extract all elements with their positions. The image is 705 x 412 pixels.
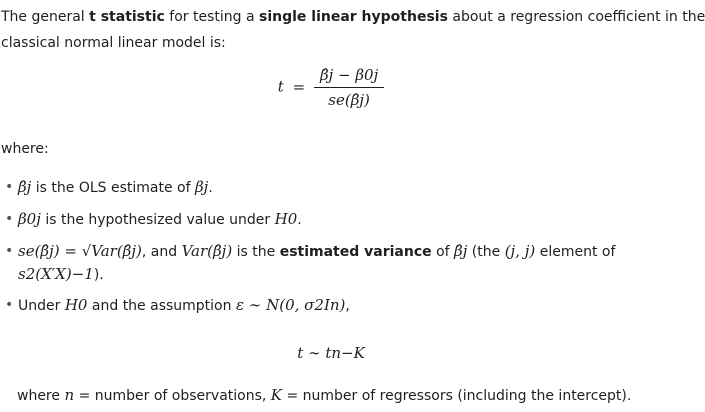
list-continuation bbox=[18, 263, 660, 286]
bullet-icon: • bbox=[5, 297, 14, 313]
math-inline: βj bbox=[195, 178, 209, 196]
intro-text: about a regression coefficient in the bbox=[447, 9, 705, 25]
footer-text: = number of regressors (including the intercept). bbox=[282, 388, 632, 404]
bullet-icon: • bbox=[5, 243, 14, 259]
list-text: ). bbox=[93, 267, 104, 283]
equation-fraction bbox=[314, 66, 384, 109]
math-inline: (j, j) bbox=[504, 242, 536, 260]
bullet-icon: • bbox=[5, 211, 14, 227]
equation-lhs: t bbox=[277, 77, 284, 96]
intro-text-line2: classical normal linear model is: bbox=[1, 35, 226, 51]
bullet-icon: • bbox=[5, 179, 14, 195]
math-inline: s2(X′X)−1 bbox=[18, 265, 94, 283]
t-statistic-equation bbox=[0, 66, 662, 109]
intro-text: The general bbox=[1, 9, 90, 25]
list-text: , and bbox=[141, 244, 182, 260]
list-text: (the bbox=[467, 244, 505, 260]
list-bold-text: estimated variance bbox=[279, 244, 432, 260]
intro-bold-t-statistic: t statistic bbox=[89, 9, 165, 25]
list-text: . bbox=[208, 180, 213, 196]
list-item bbox=[0, 240, 660, 286]
math-inline: H0 bbox=[64, 296, 88, 314]
list-text: . bbox=[297, 212, 302, 228]
t-distribution-equation: t ∼ tn−K bbox=[297, 344, 365, 362]
equation-equals: = bbox=[292, 77, 306, 96]
equation-denominator: se(β̂j) bbox=[328, 91, 370, 109]
intro-bold-hypothesis: single linear hypothesis bbox=[258, 9, 448, 25]
list-text: is the OLS estimate of bbox=[31, 180, 195, 196]
math-inline: β̂j bbox=[454, 242, 468, 260]
list-text: element of bbox=[535, 244, 616, 260]
math-inline: se(β̂j) = √Var(β̂j) bbox=[18, 242, 142, 260]
math-inline: Var(β̂j) bbox=[181, 242, 233, 260]
equation-numerator: β̂j − β0j bbox=[314, 66, 384, 88]
list-text: is the hypothesized value under bbox=[40, 212, 275, 228]
math-inline: ε ∼ N(0, σ2In) bbox=[235, 296, 346, 314]
math-inline: n bbox=[64, 386, 75, 404]
where-label: where: bbox=[1, 141, 49, 157]
list-item bbox=[0, 294, 660, 317]
math-inline: H0 bbox=[274, 210, 298, 228]
list-item bbox=[0, 176, 660, 199]
list-text: and the assumption bbox=[87, 298, 236, 314]
footer-text: = number of observations, bbox=[74, 388, 271, 404]
list-text: of bbox=[431, 244, 455, 260]
list-item bbox=[0, 208, 660, 231]
math-inline: K bbox=[270, 386, 282, 404]
footer-note bbox=[17, 386, 631, 404]
list-text: Under bbox=[18, 298, 65, 314]
math-inline: β0j bbox=[18, 210, 41, 228]
intro-text: for testing a bbox=[164, 9, 259, 25]
list-text: is the bbox=[232, 244, 280, 260]
footer-text: where bbox=[17, 388, 65, 404]
math-inline: β̂j bbox=[18, 178, 32, 196]
intro-paragraph bbox=[1, 4, 705, 56]
list-text: , bbox=[345, 298, 350, 314]
definition-list bbox=[0, 176, 660, 317]
